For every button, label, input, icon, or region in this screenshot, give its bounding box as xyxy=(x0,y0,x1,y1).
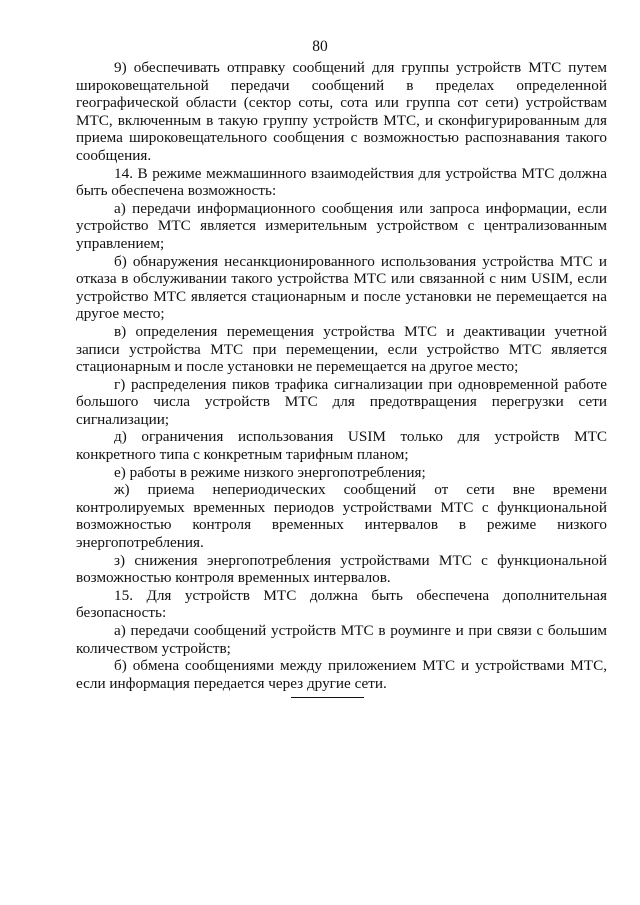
paragraph-item-a-14: а) передачи информационного сообщения или запроса информации, если устройство МТС является измерительным устройством с централизованным управлением; xyxy=(76,199,607,252)
paragraph-item-b-15: б) обмена сообщениями между приложением МТС и устройствами МТС, если информация передается через другие сети. xyxy=(76,657,607,692)
paragraph-section-14: 14. В режиме межмашинного взаимодействия для устройства МТС должна быть обеспечена возможность: xyxy=(76,164,607,200)
paragraph-item-z-14: з) снижения энергопотребления устройствами МТС с функциональной возможностью контроля временных интервалов. xyxy=(76,551,607,587)
document-body xyxy=(76,59,607,692)
paragraph-section-15: 15. Для устройств МТС должна быть обеспечена дополнительная безопасность: xyxy=(76,586,607,622)
paragraph-item-g-14: г) распределения пиков трафика сигнализации при одновременной работе большого числа устройств МТС для предотвращения перегрузки сети сигнализации; xyxy=(76,375,607,428)
paragraph-item-a-15: а) передачи сообщений устройств МТС в роуминге и при связи с большим количеством устройств; xyxy=(76,622,607,657)
paragraph-item-b-14: б) обнаружения несанкционированного использования устройства МТС и отказа в обслуживании такого устройства МТС или связанной с ним USIM, если устройство МТС является стационарным и после установки не перемещается на другое место; xyxy=(76,252,607,323)
paragraph-item-9: 9) обеспечивать отправку сообщений для группы устройств МТС путем широковещательной передачи сообщений в пределах определенной географической области (сектор соты, сота или группа сот сети) устройствам МТС, включенным в такую группу устройств МТС, и сконфигурированным для приема широковещательного сообщения с возможностью распознавания такого сообщения. xyxy=(76,59,607,164)
page-number: 80 xyxy=(312,38,328,55)
end-separator-line xyxy=(291,697,364,698)
paragraph-item-zh-14: ж) приема непериодических сообщений от сети вне времени контролируемых временных периодов устройствами МТС с функциональной возможностью контроля временных интервалов в режиме низкого энергопотребления. xyxy=(76,481,607,552)
paragraph-item-e-14: е) работы в режиме низкого энергопотребления; xyxy=(114,463,426,481)
paragraph-item-v-14: в) определения перемещения устройства МТС и деактивации учетной записи устройства МТС при перемещении, если устройство МТС является стационарным и после установки не перемещается на другое место; xyxy=(76,322,607,376)
paragraph-item-d-14: д) ограничения использования USIM только для устройств МТС конкретного типа с конкретным тарифным планом; xyxy=(76,428,607,464)
